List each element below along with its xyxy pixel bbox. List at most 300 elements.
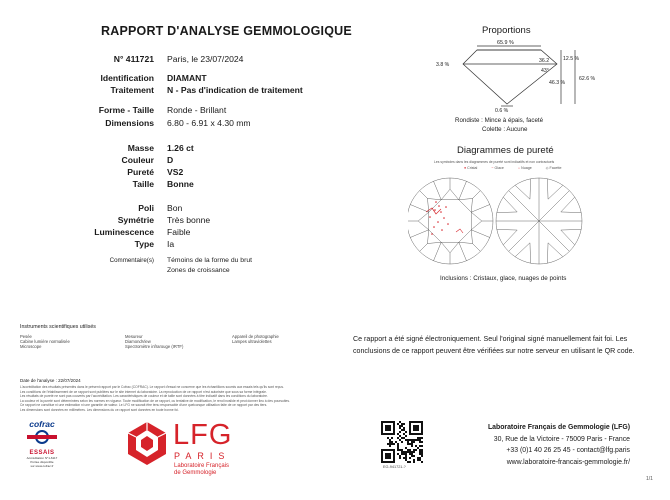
girdle-facet-edge	[473, 191, 481, 199]
table-facet	[429, 200, 471, 242]
qr-module	[413, 455, 415, 457]
qr-finder-module	[415, 433, 417, 435]
inclusion-dot	[440, 211, 442, 213]
girdle-facet-edge	[473, 244, 481, 252]
qr-finder-module	[383, 449, 385, 451]
field-label: Luminescence	[94, 227, 154, 237]
qr-module	[413, 459, 415, 461]
qr-finder-module	[389, 457, 391, 459]
field-value: D	[167, 155, 174, 165]
star-facet	[459, 198, 473, 212]
qr-module	[403, 429, 405, 431]
cofrac-line: Portée disponible	[30, 460, 54, 464]
qr-finder-module	[421, 431, 423, 433]
field-label: Symétrie	[117, 215, 154, 225]
certification-line-1: Ce rapport a été signé électroniquement. Seul l'original signé manuellement fait foi. Les	[353, 335, 628, 343]
qr-module	[405, 439, 407, 441]
qr-module	[403, 433, 405, 435]
qr-finder-module	[389, 421, 391, 423]
comments-label: Commentaire(s)	[109, 257, 154, 264]
qr-module	[407, 443, 409, 445]
cofrac-emblem-icon	[27, 429, 57, 445]
field-label: Forme - Taille	[98, 105, 154, 115]
qr-finder-module	[421, 421, 423, 423]
qr-module	[391, 443, 393, 445]
culet-text: Colette : Aucune	[482, 126, 528, 133]
certification-text	[353, 333, 635, 357]
qr-finder-module	[381, 421, 383, 423]
inclusion-dot	[447, 223, 449, 225]
qr-module	[421, 441, 423, 443]
qr-module	[413, 451, 415, 453]
qr-module	[397, 453, 399, 455]
inclusion-dot	[445, 206, 447, 208]
qr-module	[401, 441, 403, 443]
qr-module	[401, 451, 403, 453]
qr-finder-module	[387, 429, 389, 431]
qr-finder-module	[387, 427, 389, 429]
qr-module	[405, 453, 407, 455]
cofrac-brand: cofrac	[29, 419, 55, 429]
qr-module	[401, 425, 403, 427]
lfg-subtitle-line-1: Laboratoire Français	[174, 463, 230, 469]
qr-module	[399, 455, 401, 457]
qr-finder-module	[381, 453, 383, 455]
fine-print-line: La couleur et la pureté sont déterminées selon les normes en vigueur. Toute modification de ce rapport, ou tentative de modification, le rend invalide et peut donner lieu à des poursuites.	[20, 398, 290, 403]
qr-module	[419, 445, 421, 447]
verification-qr-code[interactable]	[381, 421, 423, 463]
pavilion-main-edge	[509, 191, 539, 221]
qr-module	[421, 455, 423, 457]
qr-module	[419, 439, 421, 441]
girdle-facet-edge	[420, 191, 428, 199]
lfg-logo-subtitle	[174, 463, 229, 477]
qr-module	[403, 453, 405, 455]
qr-module	[393, 443, 395, 445]
crown-angle-deg: 43°	[541, 68, 549, 74]
qr-finder-module	[381, 459, 383, 461]
lower-girdle-edge	[515, 185, 530, 199]
qr-finder-module	[385, 427, 387, 429]
qr-module	[401, 453, 403, 455]
pavilion-main-edge	[509, 221, 539, 251]
qr-finder-module	[385, 429, 387, 431]
inclusion-dot	[441, 229, 443, 231]
instrument-item: DiamondView	[125, 339, 151, 345]
qr-module	[405, 457, 407, 459]
qr-finder-module	[387, 461, 389, 463]
inclusion-dot	[431, 233, 433, 235]
inclusion-dot	[443, 217, 445, 219]
girdle-facet-edge	[420, 244, 428, 252]
qr-finder-module	[385, 453, 387, 455]
qr-module	[409, 439, 411, 441]
qr-finder-module	[409, 427, 411, 429]
qr-finder-module	[413, 425, 415, 427]
proportions-title: Proportions	[482, 25, 531, 36]
qr-module	[415, 439, 417, 441]
qr-module	[397, 447, 399, 449]
qr-module	[405, 459, 407, 461]
qr-finder-module	[381, 449, 383, 451]
qr-finder-module	[413, 427, 415, 429]
qr-finder-module	[385, 425, 387, 427]
qr-module	[401, 437, 403, 439]
report-title: RAPPORT D'ANALYSE GEMMOLOGIQUE	[101, 24, 352, 38]
lower-girdle-edge	[548, 243, 563, 257]
cofrac-sub: ESSAIS	[29, 450, 55, 456]
qr-module	[405, 455, 407, 457]
bezel-edge	[410, 230, 428, 238]
cofrac-accreditation	[22, 456, 62, 468]
qr-module	[399, 435, 401, 437]
qr-finder-module	[393, 421, 395, 423]
field-value: DIAMANT	[167, 73, 207, 83]
bezel-edge	[471, 205, 489, 213]
field-value: 6.80 - 6.91 x 4.30 mm	[167, 118, 251, 128]
legend-feather: ~ Glace	[491, 166, 504, 170]
qr-finder-module	[383, 421, 385, 423]
qr-finder-module	[413, 421, 415, 423]
qr-finder-module	[385, 433, 387, 435]
qr-module	[415, 449, 417, 451]
instrument-item: Cabine lumière normalisée	[20, 339, 70, 345]
bezel-edge	[410, 205, 428, 213]
qr-finder-module	[383, 433, 385, 435]
qr-module	[399, 425, 401, 427]
qr-finder-module	[391, 461, 393, 463]
qr-finder-module	[387, 453, 389, 455]
qr-module	[419, 449, 421, 451]
qr-module	[397, 437, 399, 439]
lower-girdle-edge	[503, 197, 517, 212]
qr-finder-module	[421, 433, 423, 435]
qr-module	[411, 443, 413, 445]
qr-module	[389, 439, 391, 441]
instrument-item: Mesureur	[125, 334, 143, 339]
qr-finder-module	[381, 429, 383, 431]
qr-finder-module	[381, 423, 383, 425]
qr-module	[399, 449, 401, 451]
report-place-date: Paris, le 23/07/2024	[167, 54, 244, 64]
qr-finder-module	[385, 449, 387, 451]
qr-module	[403, 427, 405, 429]
qr-module	[417, 459, 419, 461]
girdle-text: Rondiste : Mince à épais, faceté	[455, 117, 544, 124]
field-value: Faible	[167, 227, 191, 237]
field-value: 1.26 ct	[167, 143, 194, 153]
qr-module	[413, 441, 415, 443]
qr-finder-module	[389, 449, 391, 451]
star-facet	[471, 212, 482, 230]
clarity-diagrams	[408, 172, 583, 270]
qr-module	[411, 453, 413, 455]
culet-pct: 0.6 %	[495, 108, 509, 114]
qr-finder-module	[391, 449, 393, 451]
bezel-edge	[471, 230, 489, 238]
qr-finder-module	[381, 451, 383, 453]
lower-girdle-edge	[561, 229, 581, 230]
qr-module	[421, 451, 423, 453]
qr-finder-module	[393, 461, 395, 463]
qr-finder-module	[415, 427, 417, 429]
qr-finder-module	[385, 457, 387, 459]
clarity-legend	[464, 166, 562, 170]
qr-module	[397, 423, 399, 425]
star-facet	[441, 242, 459, 253]
qr-module	[415, 445, 417, 447]
pavilion-view-diagram	[496, 178, 582, 264]
qr-module	[409, 457, 411, 459]
qr-finder-module	[413, 433, 415, 435]
total-depth: 62.6 %	[579, 76, 595, 82]
analysis-date: Date de l'analyse : 22/07/2024	[20, 378, 81, 383]
lab-street: 30, Rue de la Victoire - 75009 Paris - France	[493, 435, 630, 443]
qr-finder-module	[393, 433, 395, 435]
qr-module	[395, 441, 397, 443]
field-label: Couleur	[121, 155, 154, 165]
comment-line-2: Zones de croissance	[167, 267, 230, 274]
qr-finder-module	[381, 425, 383, 427]
qr-finder-module	[385, 421, 387, 423]
qr-finder-module	[381, 427, 383, 429]
fine-print-line: Les conditions de l'établissement de ce rapport sont publiées sur le site internet du laboratoire. La reproduction de ce rapport n'est autorisée que sous sa forme intégrale.	[20, 389, 267, 394]
qr-finder-module	[383, 461, 385, 463]
field-label: Poli	[138, 203, 154, 213]
inclusion-dot	[435, 201, 437, 203]
certification-line-2: conclusions de ce rapport peuvent être vérifiées sur notre serveur en utilisant le QR code.	[353, 347, 635, 355]
lower-girdle-edge	[503, 230, 517, 245]
legend-facet: ◇ Facette	[545, 166, 562, 170]
qr-finder-module	[417, 433, 419, 435]
star-facet	[441, 189, 459, 200]
qr-finder-module	[387, 457, 389, 459]
cofrac-line: Accréditation N°1-6117	[26, 456, 58, 460]
qr-finder-module	[415, 429, 417, 431]
fine-print-line: Les résultats de pureté ne sont pas couverts par l'accréditation. Les caractéristiques de couleur et de taille sont données à titre indicatif dans les conditions du laboratoire.	[20, 394, 268, 399]
qr-module	[401, 429, 403, 431]
qr-finder-module	[419, 421, 421, 423]
qr-finder-module	[389, 427, 391, 429]
lab-contact: +33 (0)1 40 26 25 45 - contact@lfg.paris	[506, 447, 630, 454]
qr-finder-module	[381, 455, 383, 457]
instruments-col-1	[20, 334, 70, 350]
clarity-legend-title: Les symboles dans les diagrammes de pureté sont indicatifs et non contractuels	[434, 160, 555, 164]
lower-girdle-edge	[548, 185, 563, 199]
qr-module	[417, 437, 419, 439]
qr-finder-module	[387, 421, 389, 423]
qr-module	[405, 435, 407, 437]
field-label: Traitement	[110, 85, 154, 95]
qr-module	[417, 457, 419, 459]
qr-finder-module	[421, 423, 423, 425]
field-value: Bon	[167, 203, 183, 213]
qr-finder-module	[393, 431, 395, 433]
lower-girdle-edge	[530, 243, 531, 263]
fine-print-line: Les dimensions sont données en millimètres. Les dimensions du ce rapport sont données en toute bonne foi.	[20, 407, 179, 412]
qr-module	[411, 451, 413, 453]
comment-line-1: Témoins de la forme du brut	[167, 257, 253, 264]
qr-module	[407, 439, 409, 441]
qr-finder-module	[393, 423, 395, 425]
qr-module	[403, 437, 405, 439]
qr-module	[401, 423, 403, 425]
qr-finder-module	[421, 429, 423, 431]
qr-module	[419, 451, 421, 453]
bezel-edge	[459, 242, 467, 260]
qr-finder-module	[417, 429, 419, 431]
qr-module	[403, 423, 405, 425]
lower-girdle-edge	[530, 179, 531, 199]
clarity-title: Diagrammes de pureté	[457, 145, 554, 156]
pavilion-depth: 46.3 %	[549, 80, 566, 86]
qr-finder-module	[381, 457, 383, 459]
qr-module	[411, 445, 413, 447]
qr-module	[421, 437, 423, 439]
qr-module	[411, 439, 413, 441]
qr-module	[387, 437, 389, 439]
qr-module	[411, 441, 413, 443]
qr-finder-module	[393, 427, 395, 429]
lab-website[interactable]: www.laboratoire-francais-gemmologie.fr/	[506, 458, 630, 466]
qr-module	[397, 445, 399, 447]
qr-finder-module	[415, 421, 417, 423]
girdle-pct: 3.8 %	[436, 62, 450, 68]
qr-finder-module	[381, 461, 383, 463]
qr-module	[401, 449, 403, 451]
field-value: Très bonne	[167, 215, 211, 225]
qr-finder-module	[389, 433, 391, 435]
bezel-edge	[434, 181, 442, 199]
qr-module	[391, 437, 393, 439]
bezel-edge	[459, 181, 467, 199]
qr-finder-module	[393, 425, 395, 427]
inclusion-dot	[433, 226, 435, 228]
qr-module	[421, 461, 423, 463]
qr-finder-module	[417, 425, 419, 427]
qr-finder-module	[409, 421, 411, 423]
qr-finder-module	[389, 425, 391, 427]
lfg-emblem-icon	[124, 420, 170, 466]
qr-module	[405, 447, 407, 449]
fine-print-line: L'accréditation des résultats présentés dans le présent rapport par le Cofrac (COFRAC). Le rapport d'essai ne concerne que les échantillons soumis aux essais tels qu'ils sont reçus.	[20, 385, 284, 389]
qr-finder-module	[389, 453, 391, 455]
qr-finder-module	[393, 429, 395, 431]
qr-module	[397, 443, 399, 445]
field-value: N - Pas d'indication de traitement	[167, 85, 303, 95]
inclusion-dot	[437, 221, 439, 223]
qr-finder-module	[393, 449, 395, 451]
crown-height: 12.5 %	[563, 56, 580, 62]
qr-module	[387, 443, 389, 445]
qr-finder-module	[393, 457, 395, 459]
qr-module	[389, 443, 391, 445]
qr-module	[409, 451, 411, 453]
qr-module	[421, 449, 423, 451]
qr-finder-module	[417, 427, 419, 429]
qr-module	[419, 457, 421, 459]
qr-finder-module	[381, 431, 383, 433]
qr-finder-module	[389, 461, 391, 463]
qr-finder-module	[387, 449, 389, 451]
qr-module	[409, 449, 411, 451]
lower-girdle-edge	[561, 230, 575, 245]
qr-module	[391, 441, 393, 443]
field-value: Bonne	[167, 179, 194, 189]
qr-finder-module	[393, 459, 395, 461]
qr-finder-module	[409, 431, 411, 433]
lfg-subtitle-line-2: de Gemmologie	[174, 470, 217, 476]
lfg-logo-text: LFG	[173, 419, 233, 451]
fine-print-line: Ce rapport ne constitue ni une estimation ni une garantie de valeur. Le LFG ne saurait être tenu responsable d'une quelconque utilisation faite de ce rapport par des tiers.	[20, 403, 268, 408]
qr-module	[389, 445, 391, 447]
qr-finder-module	[387, 455, 389, 457]
legend-crystal: ● Cristal	[464, 166, 478, 170]
qr-module	[409, 443, 411, 445]
field-value: VS2	[167, 167, 184, 177]
star-facet	[459, 230, 473, 244]
qr-module	[417, 439, 419, 441]
instrument-item: Lampes ultraviolettes	[232, 339, 272, 345]
comments-text	[167, 256, 252, 276]
qr-module	[397, 449, 399, 451]
qr-finder-module	[385, 461, 387, 463]
qr-module	[409, 461, 411, 463]
qr-finder-module	[389, 429, 391, 431]
qr-module	[407, 461, 409, 463]
lfg-logo-city: PARIS	[174, 451, 231, 461]
qr-finder-module	[409, 423, 411, 425]
pavilion-main-edge	[539, 221, 569, 251]
qr-finder-module	[387, 433, 389, 435]
inclusion-marks	[426, 201, 463, 235]
lab-name: Laboratoire Français de Gemmologie (LFG)	[487, 424, 630, 431]
qr-finder-module	[417, 421, 419, 423]
qr-finder-module	[393, 451, 395, 453]
qr-module	[413, 461, 415, 463]
field-label: Masse	[127, 143, 154, 153]
qr-finder-module	[389, 455, 391, 457]
qr-module	[399, 439, 401, 441]
qr-module	[419, 459, 421, 461]
feather-mark	[456, 229, 463, 233]
inclusion-dot	[429, 216, 431, 218]
qr-finder-module	[421, 427, 423, 429]
lower-girdle-edge	[561, 212, 581, 213]
qr-finder-module	[421, 425, 423, 427]
qr-finder-module	[409, 429, 411, 431]
crown-view-diagram	[408, 178, 493, 264]
instrument-item: Pesée	[20, 334, 32, 339]
lab-address	[488, 422, 630, 468]
field-value: Ronde - Brillant	[167, 105, 227, 115]
qr-finder-module	[387, 425, 389, 427]
instruments-col-3	[232, 334, 279, 344]
qr-finder-module	[393, 455, 395, 457]
qr-module	[419, 453, 421, 455]
page-number: 1/1	[646, 476, 653, 482]
qr-module	[419, 437, 421, 439]
star-facet	[418, 212, 429, 230]
qr-finder-module	[411, 421, 413, 423]
bezel-edge	[434, 242, 442, 260]
qr-module	[419, 441, 421, 443]
qr-module	[403, 451, 405, 453]
qr-finder-module	[409, 425, 411, 427]
qr-finder-module	[415, 425, 417, 427]
pavilion-main-edge	[539, 191, 569, 221]
qr-module	[399, 457, 401, 459]
